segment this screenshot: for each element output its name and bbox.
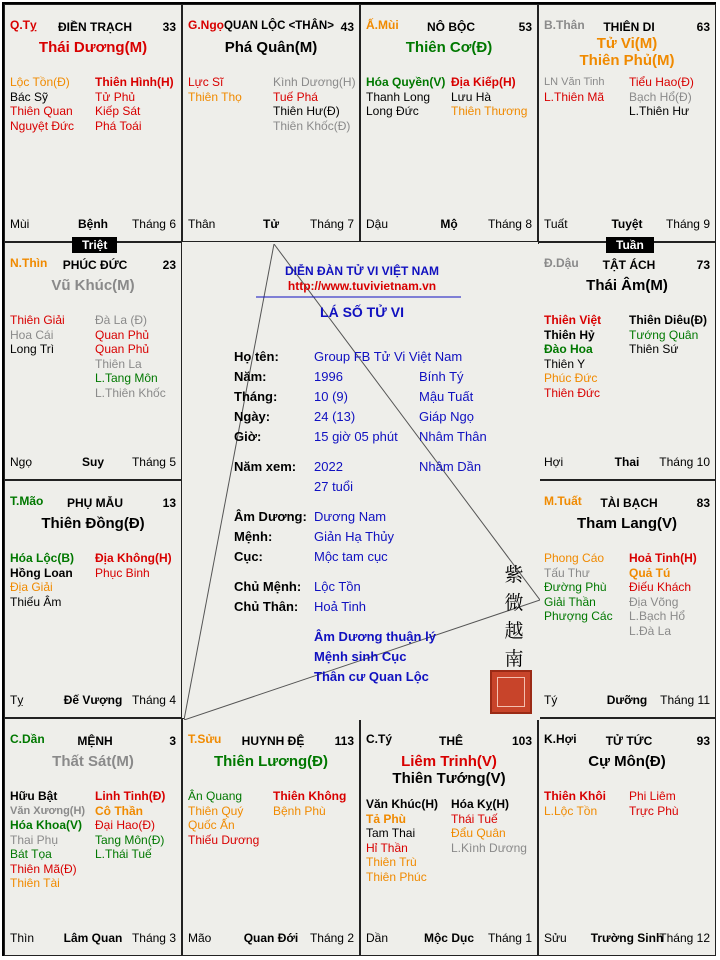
palace-age: 53 bbox=[518, 20, 532, 34]
minor-stars-left bbox=[10, 75, 74, 133]
minor-star: Văn Xương(H) bbox=[10, 804, 86, 817]
palace-name: TẬT ÁCH bbox=[602, 258, 656, 272]
minor-star: Đại Hao(Đ) bbox=[95, 818, 156, 832]
chart-title: LÁ SỐ TỬ VI bbox=[320, 304, 404, 320]
major-star: Thiên Tướng(V) bbox=[392, 770, 506, 787]
minor-stars-left bbox=[10, 551, 74, 609]
palace-phase: Suy bbox=[81, 455, 104, 469]
minor-stars-right bbox=[629, 313, 707, 357]
minor-star: Phi Liêm bbox=[629, 789, 676, 803]
minor-star: Thái Tuế bbox=[451, 811, 498, 826]
palace-name: NÔ BỘC bbox=[427, 20, 475, 34]
palace-name: QUAN LỘC <THÂN> bbox=[224, 20, 334, 32]
minor-star: Thiên Hư(Đ) bbox=[273, 104, 340, 118]
minor-star: Phúc Đức bbox=[544, 371, 598, 385]
minor-star: L.Bạch Hổ bbox=[629, 609, 686, 623]
minor-star: Hóa Lộc(B) bbox=[10, 551, 74, 565]
tag-triet: Triệt bbox=[72, 237, 117, 253]
palace-branch: Sửu bbox=[544, 931, 567, 945]
minor-star: Hóa Kỵ(H) bbox=[451, 797, 510, 811]
info-can-chi: Giáp Ngọ bbox=[419, 409, 474, 424]
palace-phase: Tuyệt bbox=[611, 217, 643, 231]
info-value: Dương Nam bbox=[314, 509, 387, 524]
minor-star: Thiếu Âm bbox=[10, 594, 62, 609]
minor-star: Thiên Đức bbox=[544, 385, 601, 400]
palace-cell-tuat bbox=[538, 480, 716, 718]
info-label: Giờ: bbox=[234, 429, 262, 444]
major-star: Thiên Đồng(Đ) bbox=[41, 515, 145, 532]
palace-branch: Tỵ bbox=[10, 693, 24, 707]
minor-star: Nguyệt Đức bbox=[10, 118, 75, 133]
palace-age: 103 bbox=[511, 734, 532, 748]
palace-branch: Ngọ bbox=[10, 455, 33, 469]
minor-star: Cô Thần bbox=[95, 803, 143, 818]
palace-cell-mui bbox=[360, 4, 538, 242]
chart-note: Thân cư Quan Lộc bbox=[314, 669, 429, 684]
palace-age: 73 bbox=[696, 258, 710, 272]
info-can-chi: Nhâm Dần bbox=[419, 459, 482, 474]
minor-star: Phục Binh bbox=[95, 565, 150, 580]
palace-name: TỬ TỨC bbox=[605, 734, 653, 748]
palace-month: Tháng 7 bbox=[309, 217, 354, 231]
palace-phase: Mộc Dục bbox=[423, 931, 474, 945]
minor-stars-left bbox=[544, 789, 606, 818]
minor-star: Đà La (Đ) bbox=[95, 313, 148, 327]
minor-star: Bát Tọa bbox=[10, 847, 52, 861]
minor-star: Địa Giải bbox=[10, 580, 53, 594]
minor-star: Quan Phủ bbox=[95, 342, 150, 356]
palace-phase: Bệnh bbox=[78, 217, 108, 231]
palace-can-chi: T.Mão bbox=[10, 494, 44, 508]
minor-stars-left bbox=[544, 75, 605, 104]
minor-star: L.Thái Tuế bbox=[95, 847, 152, 861]
minor-star: Địa Võng bbox=[629, 594, 679, 609]
minor-star: L.Thiên Khốc bbox=[95, 385, 166, 400]
minor-star: Trực Phù bbox=[629, 803, 679, 818]
info-can-chi: Bính Tý bbox=[419, 369, 464, 384]
minor-star: Ân Quang bbox=[188, 789, 243, 803]
minor-star: Thiên Thương bbox=[451, 104, 528, 118]
minor-stars-right bbox=[273, 75, 356, 133]
minor-star: Tiểu Hao(Đ) bbox=[629, 75, 694, 89]
site-name: DIỄN ĐÀN TỬ VI VIỆT NAM bbox=[285, 264, 439, 278]
minor-stars-left bbox=[188, 789, 259, 847]
minor-star: Hỉ Thần bbox=[366, 840, 408, 855]
major-star: Vũ Khúc(M) bbox=[51, 277, 135, 294]
minor-stars-right bbox=[629, 789, 679, 818]
palace-phase: Quan Đới bbox=[243, 931, 299, 945]
palace-phase: Dưỡng bbox=[606, 693, 648, 707]
site-url[interactable]: http://www.tuvivietnam.vn bbox=[287, 279, 437, 293]
minor-stars-right bbox=[451, 75, 527, 119]
minor-star: Quả Tú bbox=[629, 565, 671, 580]
minor-star: Đường Phù bbox=[544, 580, 607, 594]
minor-star: Điếu Khách bbox=[629, 580, 692, 594]
info-label: Chủ Thân: bbox=[234, 599, 299, 614]
minor-stars-left bbox=[366, 75, 445, 119]
palace-month: Tháng 10 bbox=[659, 455, 710, 469]
major-star: Tử Vi(M) bbox=[596, 35, 658, 52]
palace-can-chi: N.Thìn bbox=[10, 256, 48, 270]
minor-star: Đẩu Quân bbox=[451, 826, 506, 840]
palace-can-chi: C.Dần bbox=[10, 732, 45, 746]
palace-phase: Đế Vượng bbox=[63, 693, 123, 707]
minor-star: Tướng Quân bbox=[629, 327, 699, 342]
minor-star: Giải Thần bbox=[544, 594, 596, 609]
palace-month: Tháng 3 bbox=[131, 931, 176, 945]
info-label: Âm Dương: bbox=[234, 509, 307, 524]
minor-star: Quốc Ấn bbox=[188, 818, 235, 832]
tag-tuan: Tuần bbox=[606, 237, 654, 253]
minor-star: Thiên Thọ bbox=[188, 89, 242, 104]
minor-star: L.Đà La bbox=[629, 623, 672, 638]
minor-star: Kiếp Sát bbox=[95, 104, 141, 118]
minor-star: Bệnh Phù bbox=[273, 803, 326, 818]
minor-star: L.Kình Dương bbox=[451, 840, 527, 855]
major-star: Thiên Lương(Đ) bbox=[213, 753, 328, 770]
palace-age: 13 bbox=[162, 496, 176, 510]
palace-cell-suu bbox=[182, 718, 360, 956]
palace-month: Tháng 2 bbox=[309, 931, 354, 945]
minor-star: Hoa Cái bbox=[10, 327, 54, 342]
palace-phase: Trường Sinh bbox=[590, 931, 664, 945]
info-value: Mộc tam cục bbox=[314, 549, 388, 564]
minor-stars-left bbox=[366, 797, 438, 884]
minor-stars-right bbox=[95, 313, 166, 400]
palace-cell-thin bbox=[4, 242, 182, 480]
minor-star: Tam Thai bbox=[366, 826, 416, 840]
info-value: Lộc Tồn bbox=[314, 579, 361, 594]
palace-branch: Tý bbox=[544, 693, 558, 707]
minor-star: Tang Môn(Đ) bbox=[95, 832, 165, 847]
minor-star: Địa Không(H) bbox=[95, 551, 172, 565]
palace-age: 23 bbox=[162, 258, 176, 272]
minor-star: Thiên Y bbox=[544, 356, 586, 371]
major-star: Thái Âm(M) bbox=[586, 277, 668, 294]
palace-cell-than bbox=[538, 4, 716, 242]
minor-star: L.Lộc Tồn bbox=[544, 803, 598, 818]
minor-star: Tả Phù bbox=[366, 811, 407, 826]
minor-star: Thiên Mã(Đ) bbox=[10, 861, 77, 876]
red-seal-stamp bbox=[490, 670, 532, 714]
palace-can-chi: M.Tuất bbox=[544, 494, 582, 508]
minor-star: Lực Sĩ bbox=[188, 75, 224, 89]
palace-name: PHỤ MẪU bbox=[67, 496, 123, 510]
palace-age: 43 bbox=[340, 20, 354, 34]
palace-month: Tháng 5 bbox=[131, 455, 176, 469]
palace-name: TÀI BẠCH bbox=[600, 496, 658, 510]
minor-star: L.Thiên Hư bbox=[629, 104, 690, 118]
minor-star: Hóa Quyền(V) bbox=[366, 75, 446, 89]
palace-cell-mao bbox=[4, 480, 182, 718]
major-star: Thiên Phủ(M) bbox=[579, 52, 675, 69]
palace-can-chi: T.Sửu bbox=[188, 732, 222, 746]
palace-branch: Dần bbox=[366, 931, 389, 945]
major-star: Liêm Trinh(V) bbox=[401, 753, 497, 770]
center-info-panel bbox=[184, 244, 540, 720]
minor-star: Bác Sỹ bbox=[10, 89, 49, 104]
minor-stars-right bbox=[629, 75, 694, 119]
major-star: Tham Lang(V) bbox=[577, 515, 677, 532]
minor-stars-right bbox=[451, 797, 527, 855]
info-label: Họ tên: bbox=[234, 349, 279, 364]
palace-branch: Tuất bbox=[544, 217, 568, 231]
info-value: 2022 bbox=[314, 459, 343, 474]
palace-age: 83 bbox=[696, 496, 710, 510]
palace-month: Tháng 1 bbox=[487, 931, 532, 945]
palace-branch: Hợi bbox=[544, 455, 564, 469]
info-value: Giản Hạ Thủy bbox=[314, 529, 394, 544]
palace-branch: Thìn bbox=[10, 931, 35, 945]
palace-name: THIÊN DI bbox=[603, 20, 655, 34]
palace-can-chi: Đ.Dậu bbox=[544, 256, 579, 270]
minor-stars-right bbox=[95, 789, 165, 862]
palace-month: Tháng 8 bbox=[487, 217, 532, 231]
age-value: 27 tuổi bbox=[314, 479, 354, 494]
palace-can-chi: G.Ngọ bbox=[188, 18, 224, 32]
minor-stars-right bbox=[95, 75, 174, 133]
info-value: 10 (9) bbox=[314, 389, 348, 404]
minor-star: LN Văn Tinh bbox=[544, 76, 605, 88]
palace-month: Tháng 6 bbox=[131, 217, 176, 231]
palace-can-chi: Ấ.Mùi bbox=[366, 18, 399, 32]
minor-stars-left bbox=[188, 75, 242, 104]
palace-name: PHÚC ĐỨC bbox=[62, 258, 128, 272]
info-label: Mệnh: bbox=[234, 529, 273, 544]
minor-star: Bạch Hổ(Đ) bbox=[629, 89, 692, 104]
minor-star: Thiên Sứ bbox=[629, 342, 679, 356]
minor-stars-left bbox=[544, 313, 601, 400]
minor-star: Hồng Loan bbox=[10, 565, 73, 580]
info-label: Chủ Mệnh: bbox=[234, 579, 302, 594]
major-star: Phá Quân(M) bbox=[224, 39, 318, 56]
palace-cell-ty bbox=[4, 4, 182, 242]
palace-name: MỆNH bbox=[77, 734, 113, 748]
palace-can-chi: C.Tý bbox=[366, 732, 393, 746]
palace-cell-ti bbox=[360, 718, 538, 956]
chart-note: Mệnh sinh Cục bbox=[314, 649, 407, 664]
info-label: Tháng: bbox=[234, 389, 278, 404]
palace-can-chi: K.Hợi bbox=[544, 732, 577, 746]
info-can-chi: Nhâm Thân bbox=[419, 429, 487, 444]
palace-name: THÊ bbox=[439, 734, 463, 748]
minor-star: Hoả Tinh(H) bbox=[629, 551, 697, 565]
minor-star: Kình Dương(H) bbox=[273, 75, 356, 89]
minor-star: L.Tang Môn bbox=[95, 371, 158, 385]
minor-stars-left bbox=[544, 551, 613, 624]
palace-month: Tháng 4 bbox=[131, 693, 176, 707]
calligraphy: 紫 微 越 南 bbox=[504, 565, 524, 670]
palace-age: 63 bbox=[696, 20, 710, 34]
palace-branch: Mão bbox=[188, 931, 212, 945]
palace-cell-dau bbox=[538, 242, 716, 480]
major-star: Thiên Cơ(Đ) bbox=[405, 39, 493, 56]
info-label: Năm: bbox=[234, 369, 267, 384]
minor-star: Thiên Trù bbox=[366, 855, 417, 869]
palace-phase: Thai bbox=[614, 455, 640, 469]
palace-branch: Mùi bbox=[10, 217, 30, 231]
major-star: Thái Dương(M) bbox=[38, 39, 148, 56]
palace-phase: Lâm Quan bbox=[63, 931, 123, 945]
info-label: Ngày: bbox=[234, 409, 271, 424]
minor-star: Thanh Long bbox=[366, 89, 431, 104]
palace-cell-hoi bbox=[538, 718, 716, 956]
palace-cell-ngo bbox=[182, 4, 360, 242]
minor-stars-right bbox=[273, 789, 346, 818]
minor-star: Thiên Không bbox=[273, 789, 347, 803]
minor-star: Thiên Việt bbox=[544, 313, 602, 327]
minor-star: Thiên La bbox=[95, 356, 142, 371]
palace-month: Tháng 12 bbox=[659, 931, 710, 945]
minor-star: Long Đức bbox=[366, 104, 419, 118]
palace-cell-dan bbox=[4, 718, 182, 956]
minor-star: Thiên Quý bbox=[188, 803, 244, 818]
minor-star: Hữu Bật bbox=[10, 789, 58, 803]
minor-star: Phong Cáo bbox=[544, 551, 605, 565]
info-value: 1996 bbox=[314, 369, 343, 384]
info-value: 24 (13) bbox=[314, 409, 356, 424]
minor-star: Thiên Hình(H) bbox=[95, 75, 174, 89]
minor-star: Linh Tinh(Đ) bbox=[95, 789, 166, 803]
minor-star: Thiên Phúc bbox=[366, 869, 427, 884]
minor-star: Long Trì bbox=[10, 342, 55, 356]
minor-star: Quan Phủ bbox=[95, 327, 150, 342]
minor-stars-right bbox=[95, 551, 172, 580]
palace-age: 93 bbox=[696, 734, 710, 748]
palace-branch: Thân bbox=[188, 217, 216, 231]
minor-star: Thiên Quan bbox=[10, 104, 73, 118]
minor-star: Thiếu Dương bbox=[188, 832, 260, 847]
palace-age: 3 bbox=[169, 734, 176, 748]
minor-star: Thiên Diêu(Đ) bbox=[629, 313, 707, 327]
palace-name: ĐIỀN TRẠCH bbox=[58, 20, 132, 34]
minor-star: Tử Phủ bbox=[95, 89, 136, 104]
palace-can-chi: B.Thân bbox=[544, 18, 585, 32]
palace-branch: Dậu bbox=[366, 217, 389, 231]
palace-month: Tháng 11 bbox=[660, 693, 710, 707]
minor-star: Tuế Phá bbox=[273, 89, 318, 104]
minor-star: Đào Hoa bbox=[544, 342, 593, 356]
minor-star: Thiên Khốc(Đ) bbox=[273, 118, 351, 133]
info-label: Năm xem: bbox=[234, 459, 297, 474]
chart-note: Âm Dương thuận lý bbox=[314, 629, 436, 644]
palace-name: HUYNH ĐỆ bbox=[241, 734, 305, 748]
minor-star: Tấu Thư bbox=[544, 565, 590, 580]
horoscope-chart bbox=[2, 2, 716, 956]
info-label: Cục: bbox=[234, 549, 263, 564]
palace-phase: Mộ bbox=[440, 217, 458, 231]
info-value: Hoả Tinh bbox=[314, 599, 367, 614]
info-value: Group FB Tử Vi Việt Nam bbox=[314, 349, 463, 364]
minor-star: Phượng Các bbox=[544, 609, 613, 623]
info-can-chi: Mậu Tuất bbox=[419, 389, 474, 404]
minor-star: Văn Khúc(H) bbox=[366, 797, 438, 811]
minor-star: L.Thiên Mã bbox=[544, 89, 605, 104]
minor-stars-left bbox=[10, 313, 65, 357]
palace-can-chi: Q.Tỵ bbox=[10, 18, 37, 32]
minor-star: Thiên Giải bbox=[10, 313, 65, 327]
palace-phase: Tử bbox=[262, 217, 280, 231]
minor-star: Lưu Hà bbox=[451, 89, 492, 104]
minor-star: Hóa Khoa(V) bbox=[10, 818, 82, 832]
palace-age: 33 bbox=[162, 20, 176, 34]
minor-star: Thai Phụ bbox=[10, 832, 59, 847]
minor-star: Phá Toái bbox=[95, 118, 142, 133]
minor-star: Thiên Hỷ bbox=[544, 327, 595, 342]
minor-stars-right bbox=[629, 551, 697, 638]
minor-stars-left bbox=[10, 789, 85, 891]
minor-star: Lộc Tồn(Đ) bbox=[10, 75, 70, 89]
minor-star: Thiên Tài bbox=[10, 876, 60, 890]
palace-month: Tháng 9 bbox=[665, 217, 710, 231]
minor-star: Thiên Khôi bbox=[544, 789, 606, 803]
major-star: Thất Sát(M) bbox=[52, 753, 134, 770]
info-value: 15 giờ 05 phút bbox=[314, 429, 398, 444]
palace-age: 113 bbox=[334, 734, 354, 748]
major-star: Cự Môn(Đ) bbox=[588, 753, 666, 770]
minor-star: Địa Kiếp(H) bbox=[451, 75, 516, 89]
